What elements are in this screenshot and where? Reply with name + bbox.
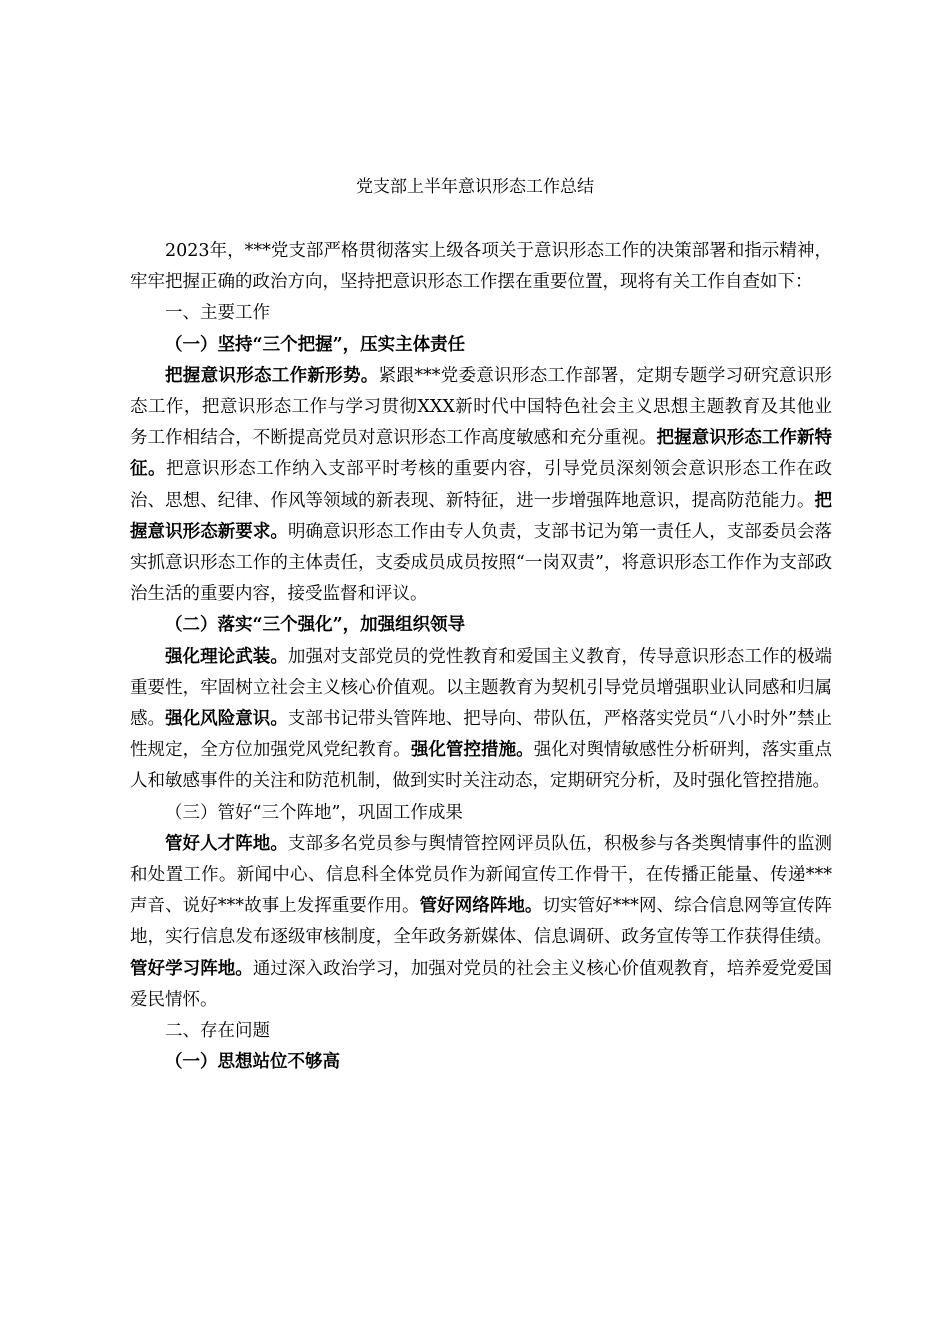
- subsection-heading-4: （一）思想站位不够高: [165, 1052, 340, 1073]
- document-body: [130, 236, 832, 1078]
- text-3b: 切实管好***网、综合信息网等宣传阵地，实行信息发布逐级审核制度，全年政务新媒体、信息调研、政务宣传等工作获得佳绩。: [130, 896, 833, 948]
- text-1a: 紧跟***党委意识形态工作部署，定期专题学习研究意识形态工作，把意识形态工作与学习贯彻XXX新时代中国特色社会主义思想主题教育及其他业务工作相结合，不断提高党员对意识形态工作高度敏感和充分重视。: [130, 365, 833, 449]
- text-2c: 强化对舆情敏感性分析研判，落实重点人和敏感事件的关注和防范机制，做到实时关注动态，定期研究分析，及时强化管控措施。: [130, 740, 833, 792]
- bold-lead-1c: 把握意识形态新要求。: [130, 490, 832, 542]
- subsection-paragraph-1: [130, 361, 832, 611]
- section-heading-problems: 二、存在问题: [165, 1021, 270, 1042]
- bold-lead-2b: 强化风险意识。: [165, 709, 288, 730]
- bold-lead-2c: 强化管控措施。: [410, 740, 534, 761]
- bold-lead-3a: 管好人才阵地。: [165, 833, 288, 854]
- bold-lead-1a: 把握意识形态工作新形势。: [165, 365, 379, 386]
- section-heading-main-work: 一、主要工作: [165, 303, 270, 324]
- bold-lead-3c: 管好学习阵地。: [130, 958, 253, 979]
- bold-lead-2a: 强化理论武装。: [165, 646, 288, 667]
- text-1b: 把意识形态工作纳入支部平时考核的重要内容，引导党员深刻领会意识形态工作在政治、思想、纪律、作风等领域的新表现、新特征，进一步增强阵地意识，提高防范能力。: [130, 459, 833, 511]
- intro-paragraph: 2023年，***党支部严格贯彻落实上级各项关于意识形态工作的决策部署和指示精神，牢牢把握正确的政治方向，坚持把意识形态工作摆在重要位置，现将有关工作自查如下：: [130, 241, 832, 293]
- text-2b: 支部书记带头管阵地、把导向、带队伍，严格落实党员“八小时外”禁止性规定，全方位加强党风党纪教育。: [130, 709, 833, 761]
- bold-lead-1b: 把握意识形态工作新特征。: [130, 428, 833, 480]
- subsection-heading-2: （二）落实“三个强化”，加强组织领导: [165, 615, 466, 636]
- text-2a: 加强对支部党员的党性教育和爱国主义教育，传导意识形态工作的极端重要性，牢固树立社会主义核心价值观。以主题教育为契机引导党员增强职业认同感和归属感。: [130, 646, 833, 730]
- subsection-heading-3: （三）管好“三个阵地”，巩固工作成果: [165, 802, 463, 823]
- bold-lead-3b: 管好网络阵地。: [419, 896, 543, 917]
- subsection-paragraph-2: [130, 642, 832, 798]
- text-3c: 通过深入政治学习，加强对党员的社会主义核心价值观教育，培养爱党爱国爱民情怀。: [130, 958, 832, 1010]
- subsection-paragraph-3: [130, 829, 832, 1016]
- text-1c: 明确意识形态工作由专人负责，支部书记为第一责任人，支部委员会落实抓意识形态工作的主体责任，支委成员成员按照“一岗双责”，将意识形态工作作为支部政治生活的重要内容，接受监督和评议。: [130, 521, 833, 605]
- text-3a: 支部多名党员参与舆情管控网评员队伍，积极参与各类舆情事件的监测和处置工作。新闻中心、信息科全体党员作为新闻宣传工作骨干，在传播正能量、传递***声音、说好***故事上发挥重要作用。: [130, 833, 833, 917]
- subsection-heading-1: （一）坚持“三个把握”，压实主体责任: [165, 334, 466, 355]
- document-title: 党支部上半年意识形态工作总结: [356, 177, 594, 197]
